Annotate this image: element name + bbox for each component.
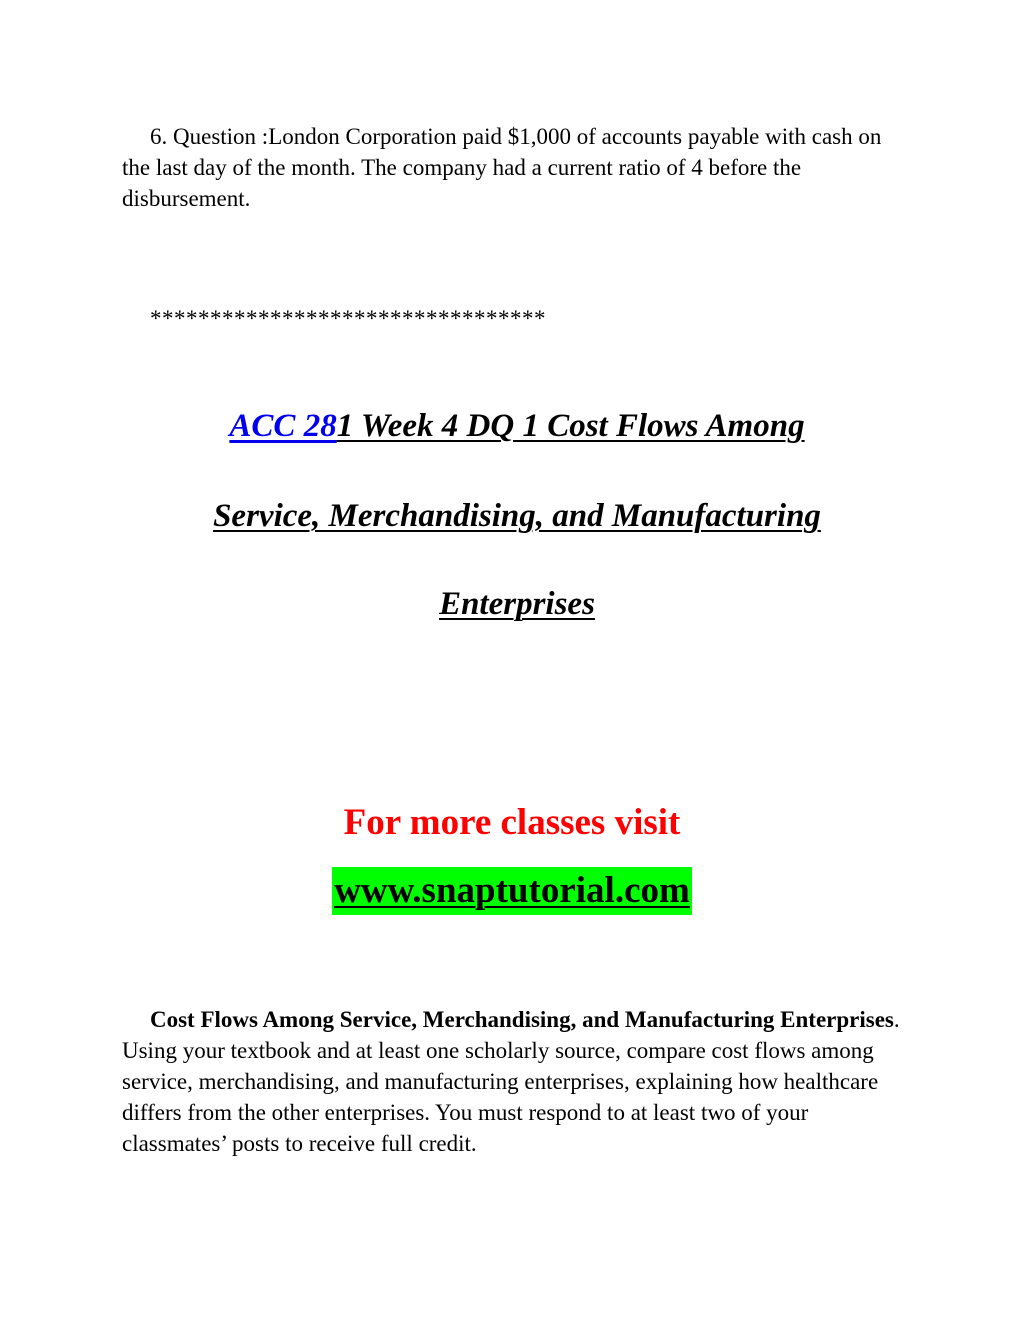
promo-text: For more classes visit bbox=[343, 802, 681, 843]
description-title: Cost Flows Among Service, Merchandising, and Manufacturing Enterprises bbox=[150, 1007, 894, 1032]
description-paragraph bbox=[122, 1004, 912, 1159]
course-heading-line-1 bbox=[122, 406, 912, 446]
course-code-link[interactable]: ACC 28 bbox=[229, 408, 337, 444]
course-heading-rest: 1 Week 4 DQ 1 Cost Flows Among bbox=[336, 408, 805, 444]
description-body: . Using your textbook and at least one scholarly source, compare cost flows among service, merchandising, and manufacturing enterprises, explaining how healthcare differs from the other enterprises. You must respond to at least two of your classmates’ posts to receive full credit. bbox=[122, 1007, 900, 1156]
course-heading-line-2: Service, Merchandising, and Manufacturing bbox=[213, 498, 821, 534]
course-heading-line-3: Enterprises bbox=[439, 586, 595, 622]
promo-site-wrapper bbox=[0, 867, 1024, 917]
separator-line: ********************************* bbox=[150, 306, 546, 331]
question-text: 6. Question :London Corporation paid $1,000 of accounts payable with cash on the last day of the month. The company had a current ratio of 4 before the disbursement. bbox=[122, 124, 882, 211]
question-paragraph bbox=[122, 121, 912, 214]
site-link[interactable]: www.snaptutorial.com bbox=[332, 867, 692, 915]
